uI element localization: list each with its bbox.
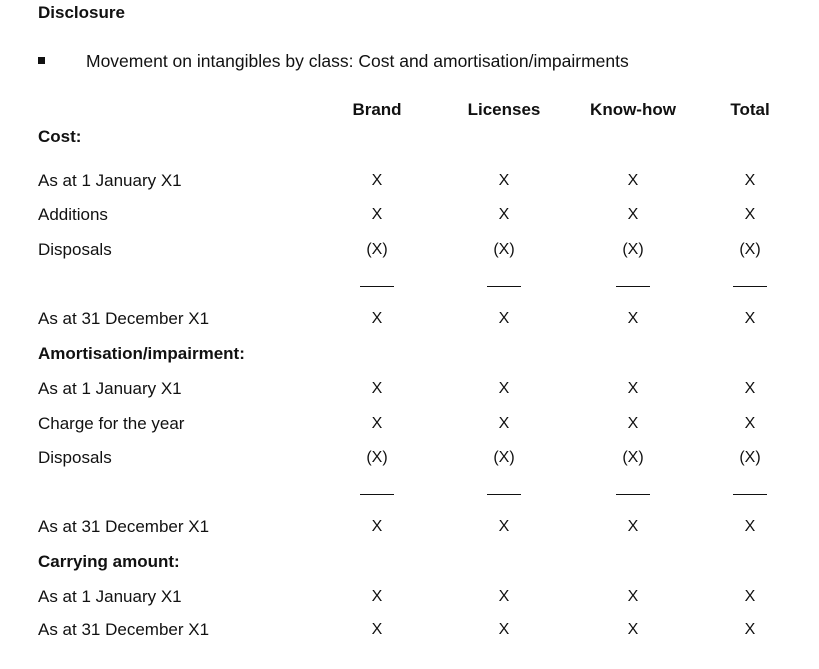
carrying-row-value: X — [498, 588, 510, 605]
carrying-row-value: X — [744, 621, 756, 638]
amortisation-row-label: Charge for the year — [38, 414, 185, 433]
cost-row-value: X — [498, 206, 510, 223]
carrying-row-label: As at 31 December X1 — [38, 620, 210, 639]
subtotal-rule — [360, 494, 394, 495]
cost-row-value: (X) — [739, 241, 761, 258]
cost-closing-row-label: As at 31 December X1 — [38, 309, 210, 328]
section-heading-amortisation: Amortisation/impairment: — [38, 344, 245, 363]
cost-row-value: X — [371, 206, 383, 223]
amortisation-row-value: X — [498, 415, 510, 432]
cost-row-value: X — [371, 172, 383, 189]
cost-row-value: (X) — [366, 241, 388, 258]
amortisation-closing-row-label: As at 31 December X1 — [38, 517, 210, 536]
subtotal-rule — [487, 494, 521, 495]
amortisation-row-value: (X) — [366, 449, 388, 466]
cost-row-value: X — [627, 172, 639, 189]
subtotal-rule — [733, 494, 767, 495]
cost-row-value: X — [744, 172, 756, 189]
bullet-square-icon — [38, 57, 45, 64]
amortisation-closing-row-value: X — [498, 518, 510, 535]
bullet-text: Movement on intangibles by class: Cost and amortisation/impairments — [86, 51, 629, 71]
subtotal-rule — [360, 286, 394, 287]
column-header-licenses: Licenses — [467, 100, 541, 119]
column-header-know-how: Know-how — [590, 100, 676, 119]
carrying-row-label: As at 1 January X1 — [38, 587, 182, 606]
amortisation-row-value: X — [371, 415, 383, 432]
cost-row-value: X — [498, 172, 510, 189]
amortisation-closing-row-value: X — [627, 518, 639, 535]
subtotal-rule — [733, 286, 767, 287]
carrying-row-value: X — [627, 621, 639, 638]
amortisation-row-value: (X) — [493, 449, 515, 466]
carrying-row-value: X — [627, 588, 639, 605]
cost-closing-row-value: X — [627, 310, 639, 327]
amortisation-row-value: X — [744, 415, 756, 432]
section-heading-cost: Cost: — [38, 127, 82, 146]
subtotal-rule — [487, 286, 521, 287]
section-heading-carrying: Carrying amount: — [38, 552, 180, 571]
amortisation-row-value: X — [627, 415, 639, 432]
subtotal-rule — [616, 286, 650, 287]
cost-row-value: (X) — [493, 241, 515, 258]
cost-row-value: X — [744, 206, 756, 223]
cost-row-label: Additions — [38, 205, 108, 224]
column-header-total: Total — [730, 100, 770, 119]
amortisation-row-value: (X) — [739, 449, 761, 466]
carrying-row-value: X — [371, 621, 383, 638]
page-title: Disclosure — [38, 3, 125, 22]
amortisation-row-value: X — [371, 380, 383, 397]
subtotal-rule — [616, 494, 650, 495]
amortisation-closing-row-value: X — [744, 518, 756, 535]
cost-closing-row-value: X — [371, 310, 383, 327]
cost-row-label: As at 1 January X1 — [38, 171, 182, 190]
cost-closing-row-value: X — [498, 310, 510, 327]
amortisation-row-value: X — [744, 380, 756, 397]
carrying-row-value: X — [498, 621, 510, 638]
amortisation-row-value: X — [627, 380, 639, 397]
cost-closing-row-value: X — [744, 310, 756, 327]
amortisation-closing-row-value: X — [371, 518, 383, 535]
amortisation-row-value: (X) — [622, 449, 644, 466]
amortisation-row-value: X — [498, 380, 510, 397]
carrying-row-value: X — [744, 588, 756, 605]
cost-row-value: X — [627, 206, 639, 223]
amortisation-row-label: Disposals — [38, 448, 112, 467]
amortisation-row-label: As at 1 January X1 — [38, 379, 182, 398]
cost-row-value: (X) — [622, 241, 644, 258]
carrying-row-value: X — [371, 588, 383, 605]
cost-row-label: Disposals — [38, 240, 112, 259]
column-header-brand: Brand — [352, 100, 402, 119]
